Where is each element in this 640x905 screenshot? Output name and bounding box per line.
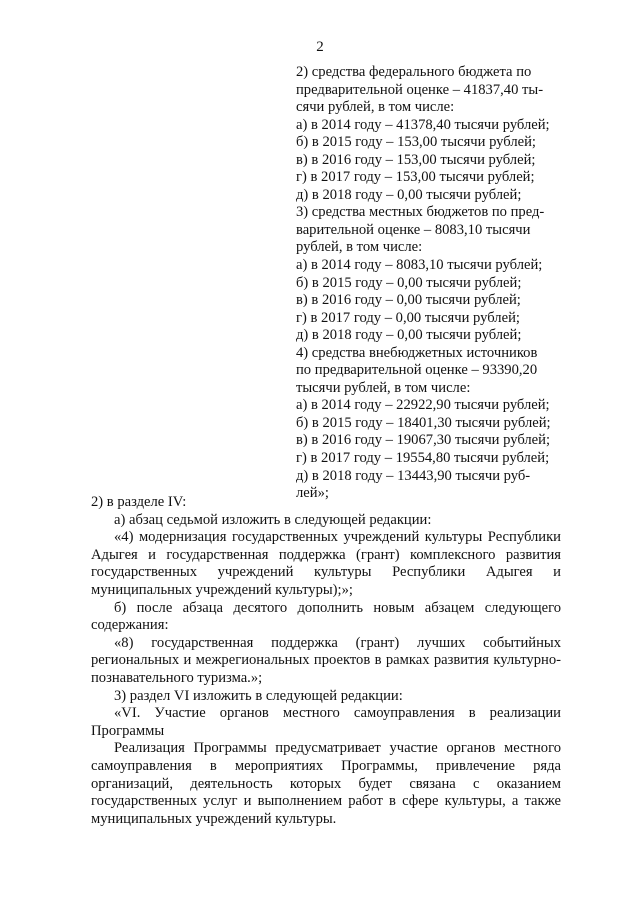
funding-line: б) в 2015 году – 153,00 тысячи рублей;: [296, 134, 536, 151]
paragraph-section-vi: 3) раздел VI изложить в следующей редакции:: [114, 687, 403, 704]
document-body: [91, 494, 561, 828]
funding-line: д) в 2018 году – 13443,90 тысячи руб-: [296, 467, 531, 484]
funding-line: г) в 2017 году – 19554,80 тысячи рублей;: [296, 450, 550, 467]
paragraph-item-b: б) после абзаца десятого дополнить новым абзацем следующего содержания:: [91, 599, 561, 634]
paragraph-program-implementation: Реализация Программы предусматривает участие органов местного самоуправления в мероприятиях Программы, привлечение ряда организаций, деятельность которых будет связана с оказанием государственных услуг и выполнением работ в сфере культуры, а также муниципальных учреждений культуры.: [91, 740, 561, 827]
paragraph-item-a: а) абзац седьмой изложить в следующей редакции:: [114, 511, 432, 528]
funding-line: в) в 2016 году – 0,00 тысячи рублей;: [296, 292, 521, 309]
paragraph-section-vi-title: «VI. Участие органов местного самоуправления в реализации Программы: [91, 705, 561, 739]
funding-line: лей»;: [296, 485, 329, 502]
funding-line: а) в 2014 году – 41378,40 тысячи рублей;: [296, 116, 550, 133]
funding-line: 4) средства внебюджетных источников: [296, 344, 538, 361]
funding-line: а) в 2014 году – 8083,10 тысячи рублей;: [296, 257, 543, 274]
funding-line: сячи рублей, в том числе:: [296, 99, 455, 116]
funding-line: д) в 2018 году – 0,00 тысячи рублей;: [296, 186, 522, 203]
funding-line: а) в 2014 году – 22922,90 тысячи рублей;: [296, 397, 550, 414]
funding-line: тысячи рублей, в том числе:: [296, 379, 471, 396]
paragraph-quote-8: «8) государственная поддержка (грант) лучших событийных региональных и межрегиональных проектов в рамках развития культурно-познавательного туризма.»;: [91, 634, 561, 686]
paragraph-section-iv: 2) в разделе IV:: [91, 494, 187, 510]
funding-line: по предварительной оценке – 93390,20: [296, 362, 538, 379]
funding-line: д) в 2018 году – 0,00 тысячи рублей;: [296, 327, 522, 344]
funding-line: г) в 2017 году – 153,00 тысячи рублей;: [296, 169, 535, 186]
funding-line: б) в 2015 году – 0,00 тысячи рублей;: [296, 274, 522, 291]
funding-sources-list: [296, 64, 566, 503]
page-number: 2: [316, 39, 324, 55]
funding-line: варительной оценке – 8083,10 тысячи: [296, 221, 531, 238]
funding-line: б) в 2015 году – 18401,30 тысячи рублей;: [296, 414, 551, 431]
funding-line: рублей, в том числе:: [296, 239, 423, 256]
paragraph-quote-4: «4) модернизация государственных учреждений культуры Республики Адыгея и государственная поддержка (грант) комплексного развития государственных учреждений культуры Республики Адыгея и муниципальных учреждений культуры);»;: [91, 529, 561, 598]
funding-line: г) в 2017 году – 0,00 тысячи рублей;: [296, 309, 520, 326]
funding-line: предварительной оценке – 41837,40 ты-: [296, 81, 544, 98]
funding-line: 2) средства федерального бюджета по: [296, 64, 532, 80]
funding-line: в) в 2016 году – 19067,30 тысячи рублей;: [296, 432, 551, 449]
funding-line: в) в 2016 году – 153,00 тысячи рублей;: [296, 151, 536, 168]
funding-line: 3) средства местных бюджетов по пред-: [296, 204, 545, 221]
